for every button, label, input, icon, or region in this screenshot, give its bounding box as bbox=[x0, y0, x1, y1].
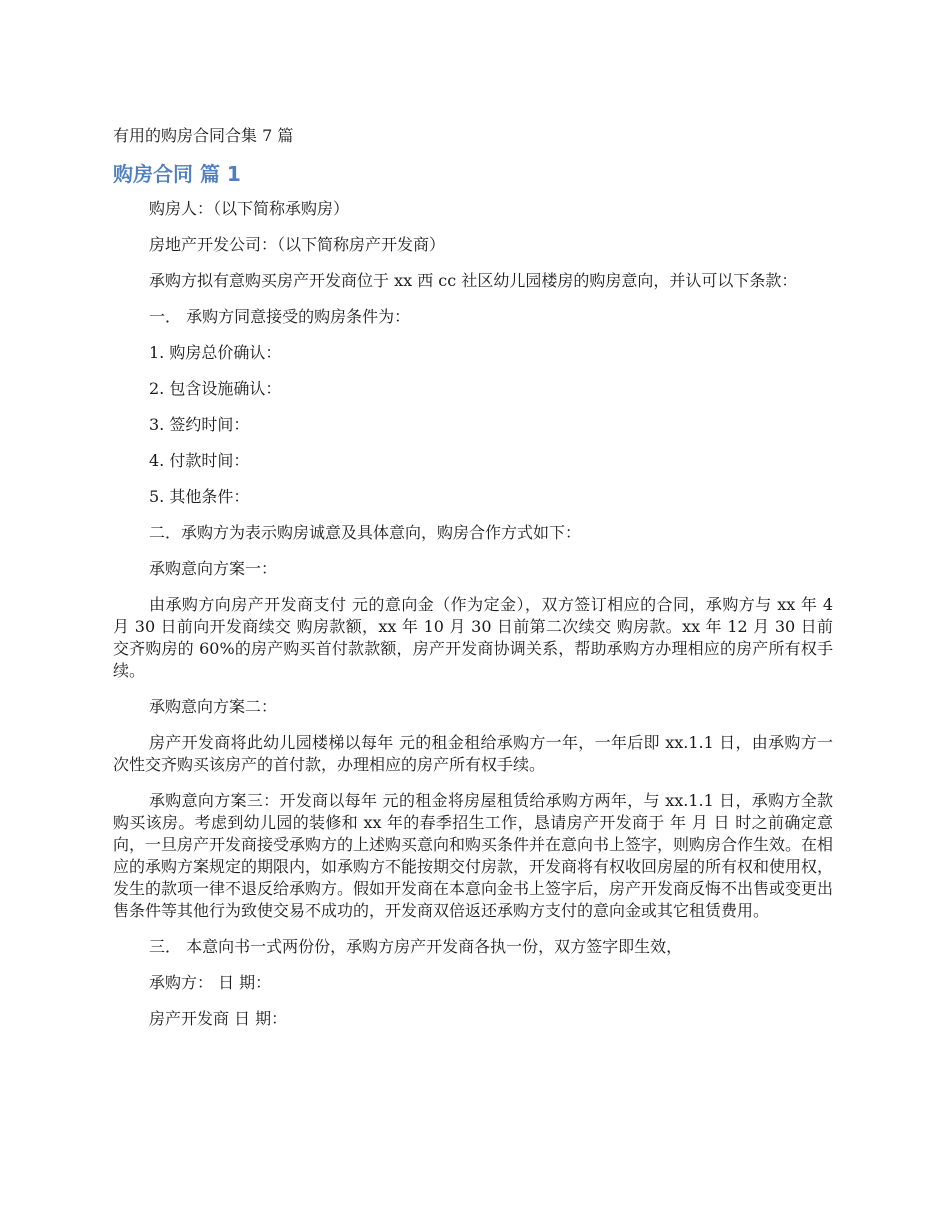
paragraph-item-3: 3. 签约时间： bbox=[149, 415, 250, 434]
paragraph-plan-three: 承购意向方案三：开发商以每年 元的租金将房屋租赁给承购方两年，与 xx.1.1 日，承购方全款购买该房。考虑到幼儿园的装修和 xx 年的春季招生工作，恳请房产开发商于 年 月 日 时之前确定意向，一旦房产开发商接受承购方的上述购买意向和购买条件并在意向书上签字，则购房合作生效。在相应的承购方案规定的期限内，如承购方不能按期交付房款，开发商将有权收回房屋的所有权和使用权，发生的款项一律不退反给承购方。假如开发商在本意向金书上签字后，房产开发商反悔不出售或变更出售条件等其他行为致使交易不成功的，开发商双倍返还承购方支付的意向金或其它租赁费用。 bbox=[113, 791, 834, 920]
paragraph-item-1: 1. 购房总价确认： bbox=[149, 343, 282, 362]
paragraph-plan-one-heading: 承购意向方案一： bbox=[149, 559, 278, 578]
paragraph-clause-one: 一． 承购方同意接受的购房条件为： bbox=[149, 307, 411, 326]
paragraph-buyer: 购房人：（以下简称承购房） bbox=[149, 199, 350, 218]
paragraph-buyer-signature: 承购方： 日 期： bbox=[149, 973, 272, 992]
document-title: 有用的购房合同合集 7 篇 bbox=[113, 126, 294, 145]
paragraph-clause-three: 三． 本意向书一式两份份，承购方房产开发商各执一份，双方签字即生效， bbox=[149, 937, 683, 956]
paragraph-intent: 承购方拟有意购买房产开发商位于 xx 西 cc 社区幼儿园楼房的购房意向，并认可以下条款： bbox=[149, 271, 798, 290]
paragraph-item-4: 4. 付款时间： bbox=[149, 451, 250, 470]
paragraph-plan-two-heading: 承购意向方案二： bbox=[149, 697, 278, 716]
paragraph-item-2: 2. 包含设施确认： bbox=[149, 379, 282, 398]
paragraph-developer: 房地产开发公司：（以下简称房产开发商） bbox=[149, 235, 446, 254]
paragraph-plan-two-body: 房产开发商将此幼儿园楼梯以每年 元的租金租给承购方一年，一年后即 xx.1.1 日，由承购方一次性交齐购买该房产的首付款，办理相应的房产所有权手续。 bbox=[113, 733, 833, 774]
document-page bbox=[113, 124, 833, 1044]
paragraph-developer-signature: 房产开发商 日 期： bbox=[149, 1009, 288, 1028]
paragraph-item-5: 5. 其他条件： bbox=[149, 487, 250, 506]
paragraph-clause-two: 二．承购方为表示购房诚意及具体意向，购房合作方式如下： bbox=[149, 523, 582, 542]
section-heading: 购房合同 篇 1 bbox=[113, 162, 241, 186]
paragraph-plan-one-body: 由承购方向房产开发商支付 元的意向金（作为定金），双方签订相应的合同，承购方与 xx 年 4 月 30 日前向开发商续交 购房款额，xx 年 10 月 30 日前第二次续交 购房款。xx 年 12 月 30 日前交齐购房的 60%的房产购买首付款款额，房产开发商协调关系，帮助承购方办理相应的房产所有权手续。 bbox=[113, 595, 833, 680]
